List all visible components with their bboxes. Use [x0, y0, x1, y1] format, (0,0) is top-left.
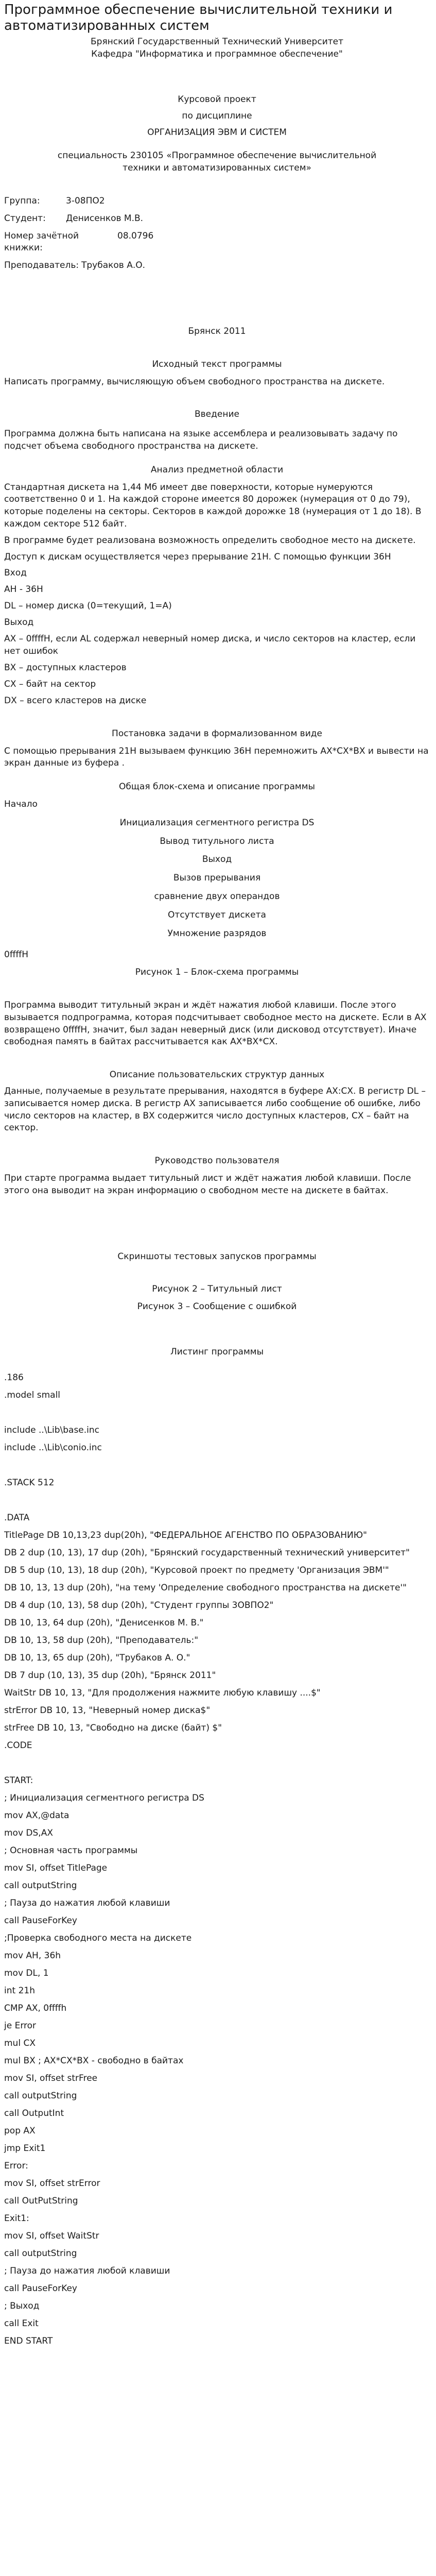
figure3-caption: Рисунок 3 – Сообщение с ошибкой — [137, 1301, 297, 1312]
student-row — [4, 213, 430, 225]
code-line: mov AX,@data — [4, 1810, 69, 1821]
code-line: call OutPutString — [4, 2195, 78, 2206]
course-line2: по дисциплине — [182, 110, 252, 121]
code-line: call PauseForKey — [4, 1915, 77, 1926]
course-line1: Курсовой проект — [178, 94, 256, 105]
flow-step: Вывод титульного листа — [160, 836, 274, 846]
intro-title: Введение — [195, 409, 239, 420]
code-line — [4, 1460, 430, 1472]
analysis-list — [4, 567, 430, 707]
city-year: Брянск 2011 — [188, 326, 246, 336]
code-line: jmp Exit1 — [4, 2143, 46, 2154]
code-line: call OutputInt — [4, 2108, 64, 2119]
code-line: DB 4 dup (10, 13), 58 dup (20h), "Студент группы 3ОВПО2" — [4, 1600, 274, 1611]
code-line: DB 10, 13, 13 dup (20h), "на тему 'Определение свободного пространства на дискете'" — [4, 1582, 407, 1593]
analysis-p2: В программе будет реализована возможность определить свободное место на дискете. — [4, 535, 416, 546]
flow-step: Выход — [202, 854, 232, 865]
program-listing — [4, 1372, 430, 2348]
list-item: DL – номер диска (0=текущий, 1=A) — [4, 601, 172, 612]
flow-end: 0ffffH — [4, 950, 29, 960]
source-text: Написать программу, вычисляющую объем свободного пространства на дискете. — [4, 376, 385, 387]
list-item: BX – доступных кластеров — [4, 662, 127, 673]
code-line: mov AH, 36h — [4, 1950, 61, 1961]
code-line: ; Основная часть программы — [4, 1845, 138, 1856]
code-line: .CODE — [4, 1740, 32, 1751]
code-line: ; Инициализация сегментного регистра DS — [4, 1792, 204, 1803]
record-value: 08.0796 — [117, 230, 154, 241]
code-line: ;Проверка свободного места на дискете — [4, 1933, 192, 1943]
formal-title: Постановка задачи в формализованном виде — [112, 728, 322, 739]
code-line: TitlePage DB 10,13,23 dup(20h), "ФЕДЕРАЛЬНОЕ АГЕНСТВО ПО ОБРАЗОВАНИЮ" — [4, 1530, 367, 1540]
flow-description: Программа выводит титульный экран и ждёт нажатия любой клавиши. После этого вызывается подпрограмма, которая подсчитывает свободное место на дискете. Если в AX возвращено 0ffffH, значит, был задан неверный диск (или дисковод отсутствует). Иначе свободная память в байтах рассчитывается как AX*BX*CX. — [4, 1000, 427, 1047]
flow-step: сравнение двух операндов — [154, 891, 280, 902]
flow-start: Начало — [4, 799, 38, 810]
group-row — [4, 195, 430, 208]
code-line — [4, 1495, 430, 1507]
list-item: CX – байт на сектор — [4, 679, 96, 689]
code-line: mul BX ; AX*CX*BX - свободно в байтах — [4, 2055, 184, 2066]
document-title: Программное обеспечение вычислительной техники и автоматизированных систем — [4, 2, 393, 34]
code-line: DB 7 dup (10, 13), 35 dup (20h), "Брянск 2011" — [4, 1670, 216, 1681]
listing-title: Листинг программы — [170, 1347, 264, 1357]
flow-step: Отсутствует дискета — [168, 909, 266, 920]
list-item: AH - 36H — [4, 584, 43, 595]
screens-title: Скриншоты тестовых запусков программы — [117, 1251, 317, 1262]
university-name: Брянский Государственный Технический Университет — [90, 37, 344, 47]
teacher-label: Преподаватель: — [4, 260, 79, 271]
list-item: DX – всего кластеров на диске — [4, 695, 147, 706]
code-line: call PauseForKey — [4, 2283, 77, 2294]
code-line: pop AX — [4, 2125, 36, 2136]
flow-title: Общая блок-схема и описание программы — [119, 782, 315, 792]
code-line: mul CX — [4, 2038, 36, 2048]
code-line: ; Пауза до нажатия любой клавиши — [4, 1897, 170, 1908]
code-line: .DATA — [4, 1512, 30, 1523]
code-line: strFree DB 10, 13, "Свободно на диске (байт) $" — [4, 1722, 222, 1733]
code-line: call outputString — [4, 2248, 77, 2259]
analysis-p3: Доступ к дискам осуществляется через прерывание 21H. С помощью функции 36H — [4, 551, 391, 562]
analysis-p1: Стандартная дискета на 1,44 Мб имеет две поверхности, которые нумеруются соответственно 0 и 1. На каждой стороне имеется 80 дорожек (нумерация от 0 до 79), которые поделены на секторы. Секторов в каждой дорожке 18 (нумерация от 1 до 18). В каждом секторе 512 байт. — [4, 482, 422, 529]
code-line: DB 10, 13, 65 dup (20h), "Трубаков А. О." — [4, 1652, 190, 1663]
formal-text: С помощью прерывания 21H вызываем функцию 36H перемножить AX*CX*BX и вывести на экран данные из буфера . — [4, 745, 429, 769]
code-line: DB 5 dup (10, 13), 18 dup (20h), "Курсовой проект по предмету 'Организация ЭВМ'" — [4, 1565, 389, 1575]
code-line: .STACK 512 — [4, 1477, 55, 1488]
code-line: ; Пауза до нажатия любой клавиши — [4, 2265, 170, 2276]
flow-step: Инициализация сегментного регистра DS — [119, 817, 315, 828]
analysis-title: Анализ предметной области — [150, 464, 284, 475]
flow-step: Вызов прерывания — [173, 873, 261, 884]
record-row — [4, 230, 430, 255]
list-item: Выход — [4, 617, 34, 628]
code-line: mov SI, offset strFree — [4, 2073, 98, 2083]
code-line: include ..\Lib\conio.inc — [4, 1442, 102, 1453]
course-line3: ОРГАНИЗАЦИЯ ЭВМ И СИСТЕМ — [147, 127, 287, 138]
flow-step: Умножение разрядов — [167, 928, 267, 939]
intro-text: Программа должна быть написана на языке ассемблера и реализовывать задачу по подсчет объема свободного пространства на дискете. — [4, 429, 398, 451]
guide-title: Руководство пользователя — [154, 1156, 280, 1166]
code-line: call outputString — [4, 1880, 77, 1891]
code-line: strError DB 10, 13, "Неверный номер диска$" — [4, 1705, 211, 1716]
code-line — [4, 1407, 430, 1419]
department-name: Кафедра "Информатика и программное обеспечение" — [91, 49, 343, 60]
group-label: Группа: — [4, 195, 40, 206]
code-line: int 21h — [4, 1985, 35, 1996]
code-line: .186 — [4, 1372, 24, 1383]
code-line: START: — [4, 1775, 33, 1786]
code-line — [4, 1757, 430, 1770]
teacher-value: Трубаков А.О. — [81, 260, 146, 271]
student-value: Денисенков М.В. — [66, 213, 144, 224]
student-label: Студент: — [4, 213, 46, 224]
figure2-caption: Рисунок 2 – Титульный лист — [152, 1284, 282, 1295]
code-line: END START — [4, 2335, 53, 2346]
code-line: call outputString — [4, 2090, 77, 2101]
code-line: .model small — [4, 1389, 61, 1400]
record-label: Номер зачётной книжки: — [4, 230, 79, 253]
code-line: mov SI, offset WaitStr — [4, 2230, 99, 2241]
list-item: Вход — [4, 568, 27, 579]
code-line: DB 2 dup (10, 13), 17 dup (20h), "Брянский государственный технический университет" — [4, 1547, 410, 1558]
code-line: DB 10, 13, 58 dup (20h), "Преподаватель:" — [4, 1635, 199, 1646]
code-line: include ..\Lib\base.inc — [4, 1425, 100, 1435]
code-line: WaitStr DB 10, 13, "Для продолжения нажмите любую клавишу ....$" — [4, 1687, 321, 1698]
specialty: специальность 230105 «Программное обеспечение вычислительной техники и автоматизированных систем» — [57, 150, 377, 174]
code-line: mov SI, offset TitlePage — [4, 1862, 108, 1873]
code-line: Error: — [4, 2160, 28, 2171]
code-line: mov SI, offset strError — [4, 2178, 100, 2189]
code-line: call Exit — [4, 2318, 39, 2329]
code-line: DB 10, 13, 64 dup (20h), "Денисенков М. В." — [4, 1617, 204, 1628]
source-title: Исходный текст программы — [152, 359, 282, 369]
code-line: Exit1: — [4, 2213, 29, 2224]
code-line: je Error — [4, 2020, 37, 2031]
code-line: CMP AX, 0ffffh — [4, 2003, 67, 2013]
code-line: ; Выход — [4, 2300, 40, 2311]
guide-text: При старте программа выдает титульный лист и ждёт нажатия любой клавиши. После этого она выводит на экран информацию о свободном месте на дискете в байтах. — [4, 1173, 411, 1196]
teacher-row — [4, 260, 430, 272]
figure1-caption: Рисунок 1 – Блок-схема программы — [135, 967, 299, 978]
flow-steps — [4, 817, 430, 940]
code-line: mov DL, 1 — [4, 1968, 49, 1978]
structs-title: Описание пользовательских структур данных — [109, 1070, 325, 1080]
group-value: 3-08ПО2 — [66, 195, 105, 206]
code-line: mov DS,AX — [4, 1827, 53, 1838]
list-item: AX – 0ffffH, если AL содержал неверный номер диска, и число секторов на кластер, если нет ошибок — [4, 634, 416, 657]
structs-text: Данные, получаемые в результате прерывания, находятся в буфере AX:CX. В регистр DL – записывается номер диска. В регистр AX записывается либо сообщение об ошибке, либо число секторов на кластер, в BX содержится число доступных кластеров, CX – байт на сектор. — [4, 1086, 426, 1133]
